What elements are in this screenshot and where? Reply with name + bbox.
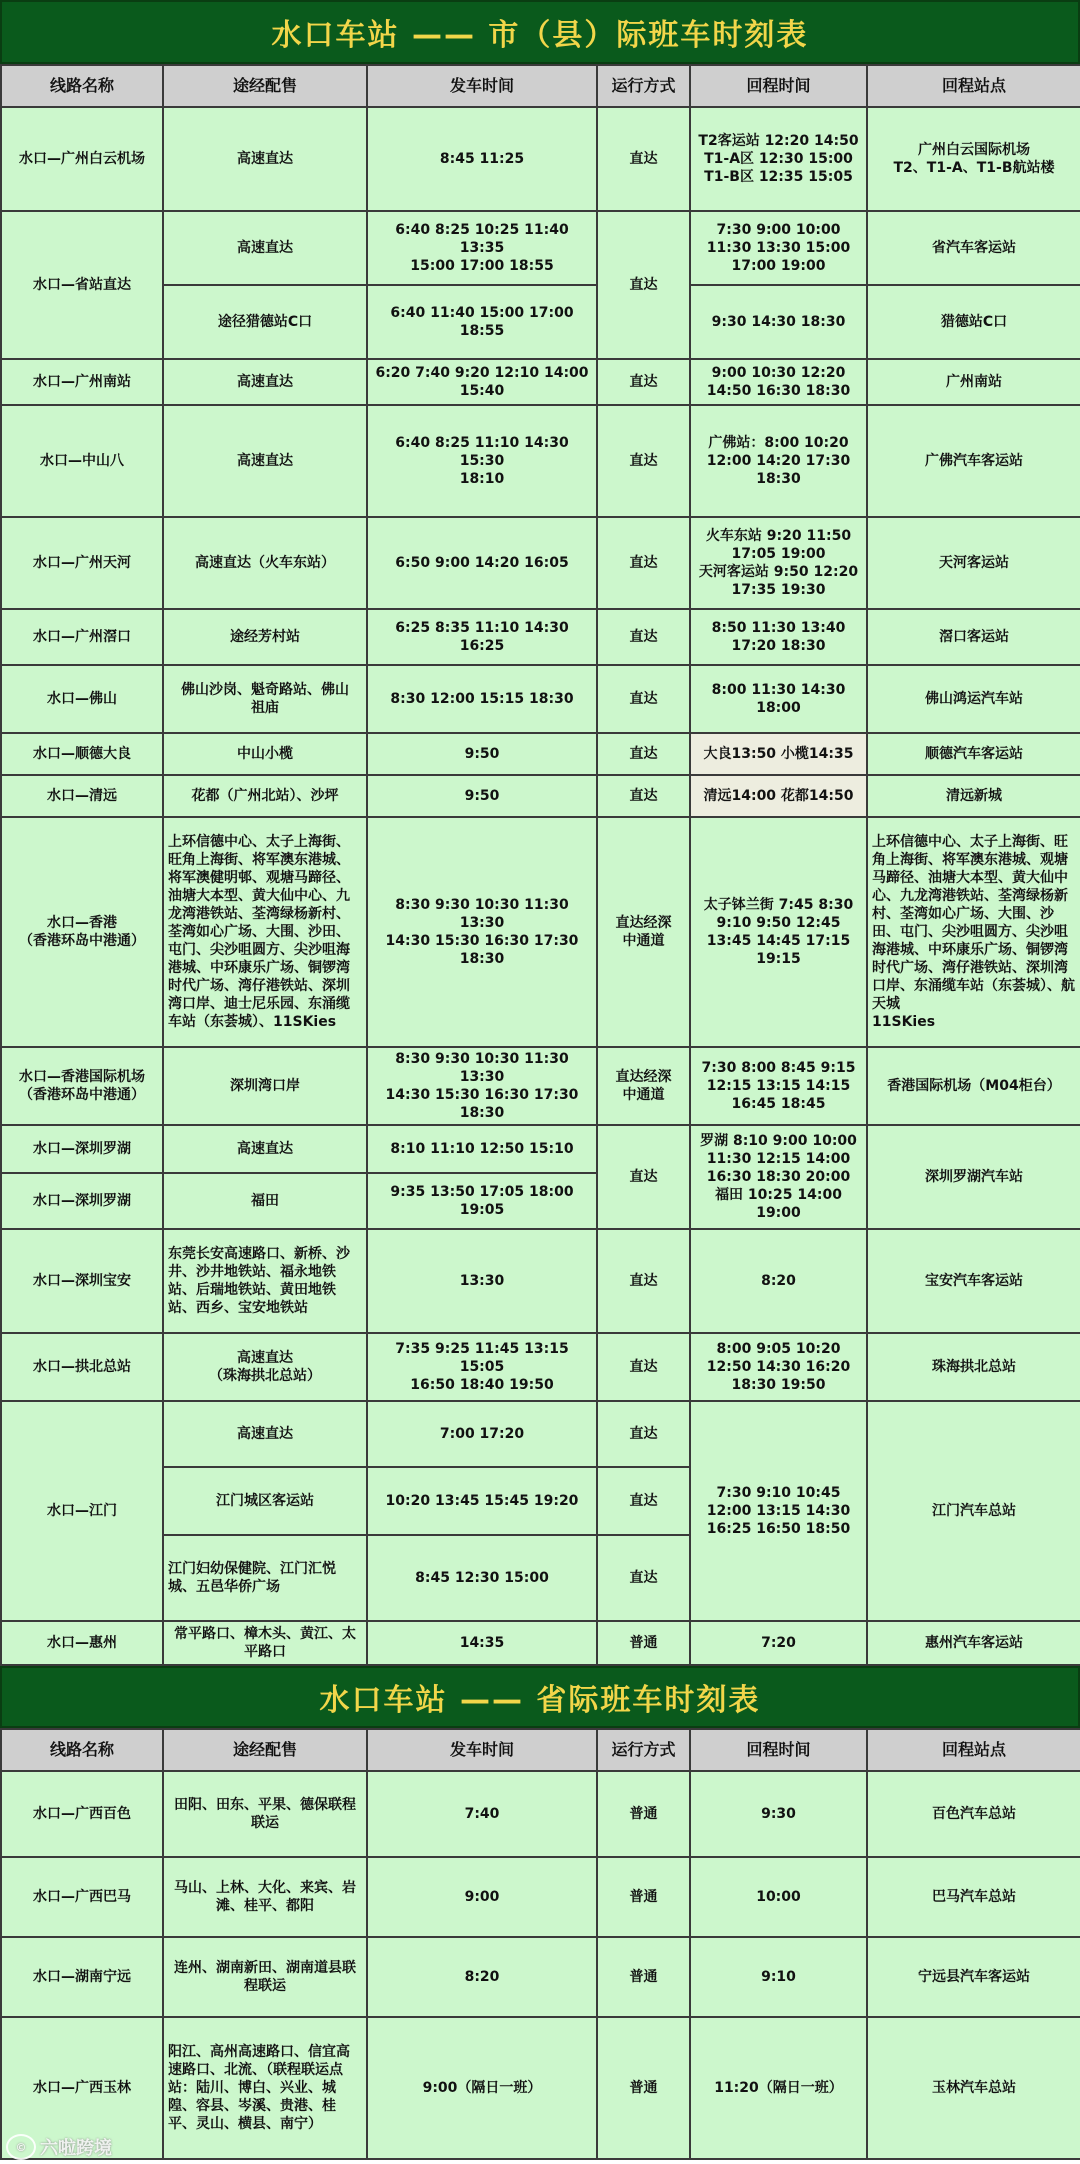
return-times: 7:30 8:00 8:45 9:15 12:15 13:15 14:15 16:45 18:45 <box>690 1047 867 1125</box>
route-via: 福田 <box>163 1173 367 1229</box>
depart-times: 9:00 <box>367 1857 597 1937</box>
depart-times: 6:20 7:40 9:20 12:10 14:00 15:40 <box>367 359 597 405</box>
table-row <box>1 1621 1080 1665</box>
table-row <box>1 285 1080 359</box>
route-via: 高速直达 <box>163 405 367 517</box>
route-name: 水口—广西巴马 <box>1 1857 163 1937</box>
depart-times: 7:35 9:25 11:45 13:15 15:05 16:50 18:40 19:50 <box>367 1333 597 1401</box>
route-name: 水口—清远 <box>1 775 163 817</box>
route-via: 深圳湾口岸 <box>163 1047 367 1125</box>
return-times: 大良13:50 小榄14:35 <box>690 733 867 775</box>
return-station: 百色汽车总站 <box>867 1771 1080 1857</box>
route-name: 水口—广西玉林 <box>1 2017 163 2159</box>
run-mode: 普通 <box>597 1857 690 1937</box>
route-via: 连州、湖南新田、湖南道县联程联运 <box>163 1937 367 2017</box>
run-mode: 直达 <box>597 359 690 405</box>
return-times: 太子钵兰街 7:45 8:30 9:10 9:50 12:45 13:45 14:45 17:15 19:15 <box>690 817 867 1047</box>
depart-times: 7:00 17:20 <box>367 1401 597 1467</box>
depart-times: 6:25 8:35 11:10 14:30 16:25 <box>367 609 597 665</box>
return-station: 广州白云国际机场 T2、T1-A、T1-B航站楼 <box>867 107 1080 211</box>
return-times: T2客运站 12:20 14:50 T1-A区 12:30 15:00 T1-B区 12:35 15:05 <box>690 107 867 211</box>
table-row <box>1 405 1080 517</box>
route-via: 途经芳村站 <box>163 609 367 665</box>
depart-times: 9:50 <box>367 733 597 775</box>
return-station: 省汽车客运站 <box>867 211 1080 285</box>
route-via: 江门妇幼保健院、江门汇悦城、五邑华侨广场 <box>163 1535 367 1621</box>
depart-times: 8:10 11:10 12:50 15:10 <box>367 1125 597 1173</box>
depart-times: 6:40 8:25 10:25 11:40 13:35 15:00 17:00 18:55 <box>367 211 597 285</box>
header-route: 线路名称 <box>1 65 163 107</box>
run-mode: 直达 <box>597 1333 690 1401</box>
table-row <box>1 1401 1080 1467</box>
return-times: 9:30 <box>690 1771 867 1857</box>
header-return-station: 回程站点 <box>867 1729 1080 1771</box>
return-station: 香港国际机场（M04柜台） <box>867 1047 1080 1125</box>
return-station: 猎德站C口 <box>867 285 1080 359</box>
route-name: 水口—香港国际机场 （香港环岛中港通） <box>1 1047 163 1125</box>
route-name: 水口—广州滘口 <box>1 609 163 665</box>
section-title-interprovincial: 水口车站 —— 省际班车时刻表 <box>0 1666 1080 1728</box>
route-via: 东莞长安高速路口、新桥、沙井、沙井地铁站、福永地铁站、后瑞地铁站、黄田地铁站、西乡、宝安地铁站 <box>163 1229 367 1333</box>
return-times: 清远14:00 花都14:50 <box>690 775 867 817</box>
return-station: 广佛汽车客运站 <box>867 405 1080 517</box>
header-depart: 发车时间 <box>367 65 597 107</box>
run-mode: 直达 <box>597 1125 690 1229</box>
route-via: 高速直达 <box>163 107 367 211</box>
return-times: 8:00 9:05 10:20 12:50 14:30 16:20 18:30 19:50 <box>690 1333 867 1401</box>
run-mode: 直达 <box>597 1467 690 1535</box>
header-row <box>1 1729 1080 1771</box>
return-times: 11:20（隔日一班） <box>690 2017 867 2159</box>
run-mode: 直达 <box>597 1229 690 1333</box>
header-via: 途经配售 <box>163 65 367 107</box>
route-name: 水口—广西百色 <box>1 1771 163 1857</box>
return-station: 清远新城 <box>867 775 1080 817</box>
depart-times: 8:20 <box>367 1937 597 2017</box>
route-name: 水口—惠州 <box>1 1621 163 1665</box>
route-via: 高速直达 <box>163 211 367 285</box>
run-mode: 直达 <box>597 1535 690 1621</box>
route-via: 高速直达 <box>163 359 367 405</box>
depart-times: 13:30 <box>367 1229 597 1333</box>
interprovincial-timetable <box>0 1728 1080 2160</box>
run-mode: 普通 <box>597 1937 690 2017</box>
route-name: 水口—佛山 <box>1 665 163 733</box>
route-via: 江门城区客运站 <box>163 1467 367 1535</box>
return-times: 9:10 <box>690 1937 867 2017</box>
return-times: 8:00 11:30 14:30 18:00 <box>690 665 867 733</box>
return-times: 8:20 <box>690 1229 867 1333</box>
return-station: 玉林汽车总站 <box>867 2017 1080 2159</box>
table-row <box>1 665 1080 733</box>
route-via: 田阳、田东、平果、德保联程联运 <box>163 1771 367 1857</box>
table-row <box>1 2017 1080 2159</box>
header-return: 回程时间 <box>690 65 867 107</box>
return-times: 广佛站：8:00 10:20 12:00 14:20 17:30 18:30 <box>690 405 867 517</box>
return-times: 7:30 9:00 10:00 11:30 13:30 15:00 17:00 19:00 <box>690 211 867 285</box>
run-mode: 普通 <box>597 1771 690 1857</box>
depart-times: 8:45 11:25 <box>367 107 597 211</box>
table-row <box>1 1937 1080 2017</box>
return-times: 7:30 9:10 10:45 12:00 13:15 14:30 16:25 16:50 18:50 <box>690 1401 867 1621</box>
table-row <box>1 1857 1080 1937</box>
route-name: 水口—江门 <box>1 1401 163 1621</box>
watermark-logo-icon: © <box>6 2134 36 2160</box>
route-via: 高速直达 <box>163 1125 367 1173</box>
route-name: 水口—深圳罗湖 <box>1 1125 163 1173</box>
run-mode: 直达 <box>597 775 690 817</box>
route-name: 水口—顺德大良 <box>1 733 163 775</box>
header-mode: 运行方式 <box>597 1729 690 1771</box>
return-times: 8:50 11:30 13:40 17:20 18:30 <box>690 609 867 665</box>
return-station: 佛山鸿运汽车站 <box>867 665 1080 733</box>
return-station: 天河客运站 <box>867 517 1080 609</box>
return-times: 10:00 <box>690 1857 867 1937</box>
return-station: 江门汽车总站 <box>867 1401 1080 1621</box>
section-title-intercity: 水口车站 —— 市（县）际班车时刻表 <box>0 0 1080 64</box>
table-row <box>1 1125 1080 1173</box>
table-row <box>1 733 1080 775</box>
table-row <box>1 359 1080 405</box>
header-route: 线路名称 <box>1 1729 163 1771</box>
route-via: 阳江、高州高速路口、信宜高速路口、北流、（联程联运点站：陆川、博白、兴业、城隍、容县、岑溪、贵港、桂平、灵山、横县、南宁） <box>163 2017 367 2159</box>
run-mode: 直达经深 中通道 <box>597 817 690 1047</box>
route-via: 佛山沙岗、魁奇路站、佛山 祖庙 <box>163 665 367 733</box>
route-via: 上环信德中心、太子上海街、旺角上海街、将军澳东港城、将军澳健明邨、观塘马蹄径、油塘大本型、黄大仙中心、九龙湾港铁站、荃湾绿杨新村、荃湾如心广场、大围、沙田、屯门、尖沙咀圆方、尖沙咀海港城、中环康乐广场、铜锣湾时代广场、湾仔港铁站、深圳湾口岸、迪士尼乐园、东涌缆车站（东荟城）、11SKies <box>163 817 367 1047</box>
route-name: 水口—深圳罗湖 <box>1 1173 163 1229</box>
depart-times: 8:30 9:30 10:30 11:30 13:30 14:30 15:30 16:30 17:30 18:30 <box>367 817 597 1047</box>
run-mode: 直达 <box>597 517 690 609</box>
header-return-station: 回程站点 <box>867 65 1080 107</box>
route-name: 水口—深圳宝安 <box>1 1229 163 1333</box>
run-mode: 直达 <box>597 609 690 665</box>
route-via: 高速直达 <box>163 1401 367 1467</box>
return-times: 罗湖 8:10 9:00 10:00 11:30 12:15 14:00 16:30 18:30 20:00 福田 10:25 14:00 19:00 <box>690 1125 867 1229</box>
table-row <box>1 817 1080 1047</box>
return-times: 7:20 <box>690 1621 867 1665</box>
route-name: 水口—拱北总站 <box>1 1333 163 1401</box>
table-row <box>1 775 1080 817</box>
return-station: 宁远县汽车客运站 <box>867 1937 1080 2017</box>
return-station: 深圳罗湖汽车站 <box>867 1125 1080 1229</box>
return-station: 滘口客运站 <box>867 609 1080 665</box>
route-via: 中山小榄 <box>163 733 367 775</box>
depart-times: 9:50 <box>367 775 597 817</box>
route-name: 水口—湖南宁远 <box>1 1937 163 2017</box>
route-via: 高速直达 （珠海拱北总站） <box>163 1333 367 1401</box>
table-row <box>1 609 1080 665</box>
table-row <box>1 1771 1080 1857</box>
run-mode: 直达 <box>597 733 690 775</box>
run-mode: 普通 <box>597 1621 690 1665</box>
watermark-text: 六啦跨境 <box>40 2138 112 2159</box>
return-times: 9:00 10:30 12:20 14:50 16:30 18:30 <box>690 359 867 405</box>
run-mode: 直达经深 中通道 <box>597 1047 690 1125</box>
table-row <box>1 211 1080 285</box>
table-row <box>1 107 1080 211</box>
depart-times: 9:00（隔日一班） <box>367 2017 597 2159</box>
header-mode: 运行方式 <box>597 65 690 107</box>
table-row <box>1 1229 1080 1333</box>
route-via: 常平路口、樟木头、黄江、太平路口 <box>163 1621 367 1665</box>
return-station: 珠海拱北总站 <box>867 1333 1080 1401</box>
depart-times: 6:50 9:00 14:20 16:05 <box>367 517 597 609</box>
return-times: 9:30 14:30 18:30 <box>690 285 867 359</box>
intercity-timetable <box>0 64 1080 1666</box>
route-via: 途径猎德站C口 <box>163 285 367 359</box>
depart-times: 8:45 12:30 15:00 <box>367 1535 597 1621</box>
depart-times: 8:30 12:00 15:15 18:30 <box>367 665 597 733</box>
depart-times: 6:40 8:25 11:10 14:30 15:30 18:10 <box>367 405 597 517</box>
route-name: 水口—广州南站 <box>1 359 163 405</box>
depart-times: 10:20 13:45 15:45 19:20 <box>367 1467 597 1535</box>
table-row <box>1 1047 1080 1125</box>
run-mode: 直达 <box>597 211 690 359</box>
table-row <box>1 517 1080 609</box>
header-depart: 发车时间 <box>367 1729 597 1771</box>
route-via: 花都（广州北站）、沙坪 <box>163 775 367 817</box>
route-name: 水口—省站直达 <box>1 211 163 359</box>
header-via: 途经配售 <box>163 1729 367 1771</box>
run-mode: 普通 <box>597 2017 690 2159</box>
route-name: 水口—广州天河 <box>1 517 163 609</box>
route-via: 高速直达（火车东站） <box>163 517 367 609</box>
watermark <box>6 2134 112 2160</box>
header-row <box>1 65 1080 107</box>
depart-times: 6:40 11:40 15:00 17:00 18:55 <box>367 285 597 359</box>
run-mode: 直达 <box>597 665 690 733</box>
return-station: 广州南站 <box>867 359 1080 405</box>
depart-times: 7:40 <box>367 1771 597 1857</box>
route-name: 水口—香港 （香港环岛中港通） <box>1 817 163 1047</box>
return-station: 巴马汽车总站 <box>867 1857 1080 1937</box>
return-station: 上环信德中心、太子上海街、旺角上海街、将军澳东港城、观塘马蹄径、油塘大本型、黄大仙中心、九龙湾港铁站、荃湾绿杨新村、荃湾如心广场、大围、沙田、屯门、尖沙咀圆方、尖沙咀海港城、中环康乐广场、铜锣湾时代广场、湾仔港铁站、深圳湾口岸、东涌缆车站（东荟城）、航天城 11SKies <box>867 817 1080 1047</box>
depart-times: 8:30 9:30 10:30 11:30 13:30 14:30 15:30 16:30 17:30 18:30 <box>367 1047 597 1125</box>
return-station: 顺德汽车客运站 <box>867 733 1080 775</box>
run-mode: 直达 <box>597 405 690 517</box>
depart-times: 9:35 13:50 17:05 18:00 19:05 <box>367 1173 597 1229</box>
route-via: 马山、上林、大化、来宾、岩滩、桂平、都阳 <box>163 1857 367 1937</box>
return-station: 宝安汽车客运站 <box>867 1229 1080 1333</box>
header-return: 回程时间 <box>690 1729 867 1771</box>
route-name: 水口—中山八 <box>1 405 163 517</box>
run-mode: 直达 <box>597 107 690 211</box>
return-times: 火车东站 9:20 11:50 17:05 19:00 天河客运站 9:50 12:20 17:35 19:30 <box>690 517 867 609</box>
table-row <box>1 1333 1080 1401</box>
depart-times: 14:35 <box>367 1621 597 1665</box>
return-station: 惠州汽车客运站 <box>867 1621 1080 1665</box>
route-name: 水口—广州白云机场 <box>1 107 163 211</box>
run-mode: 直达 <box>597 1401 690 1467</box>
